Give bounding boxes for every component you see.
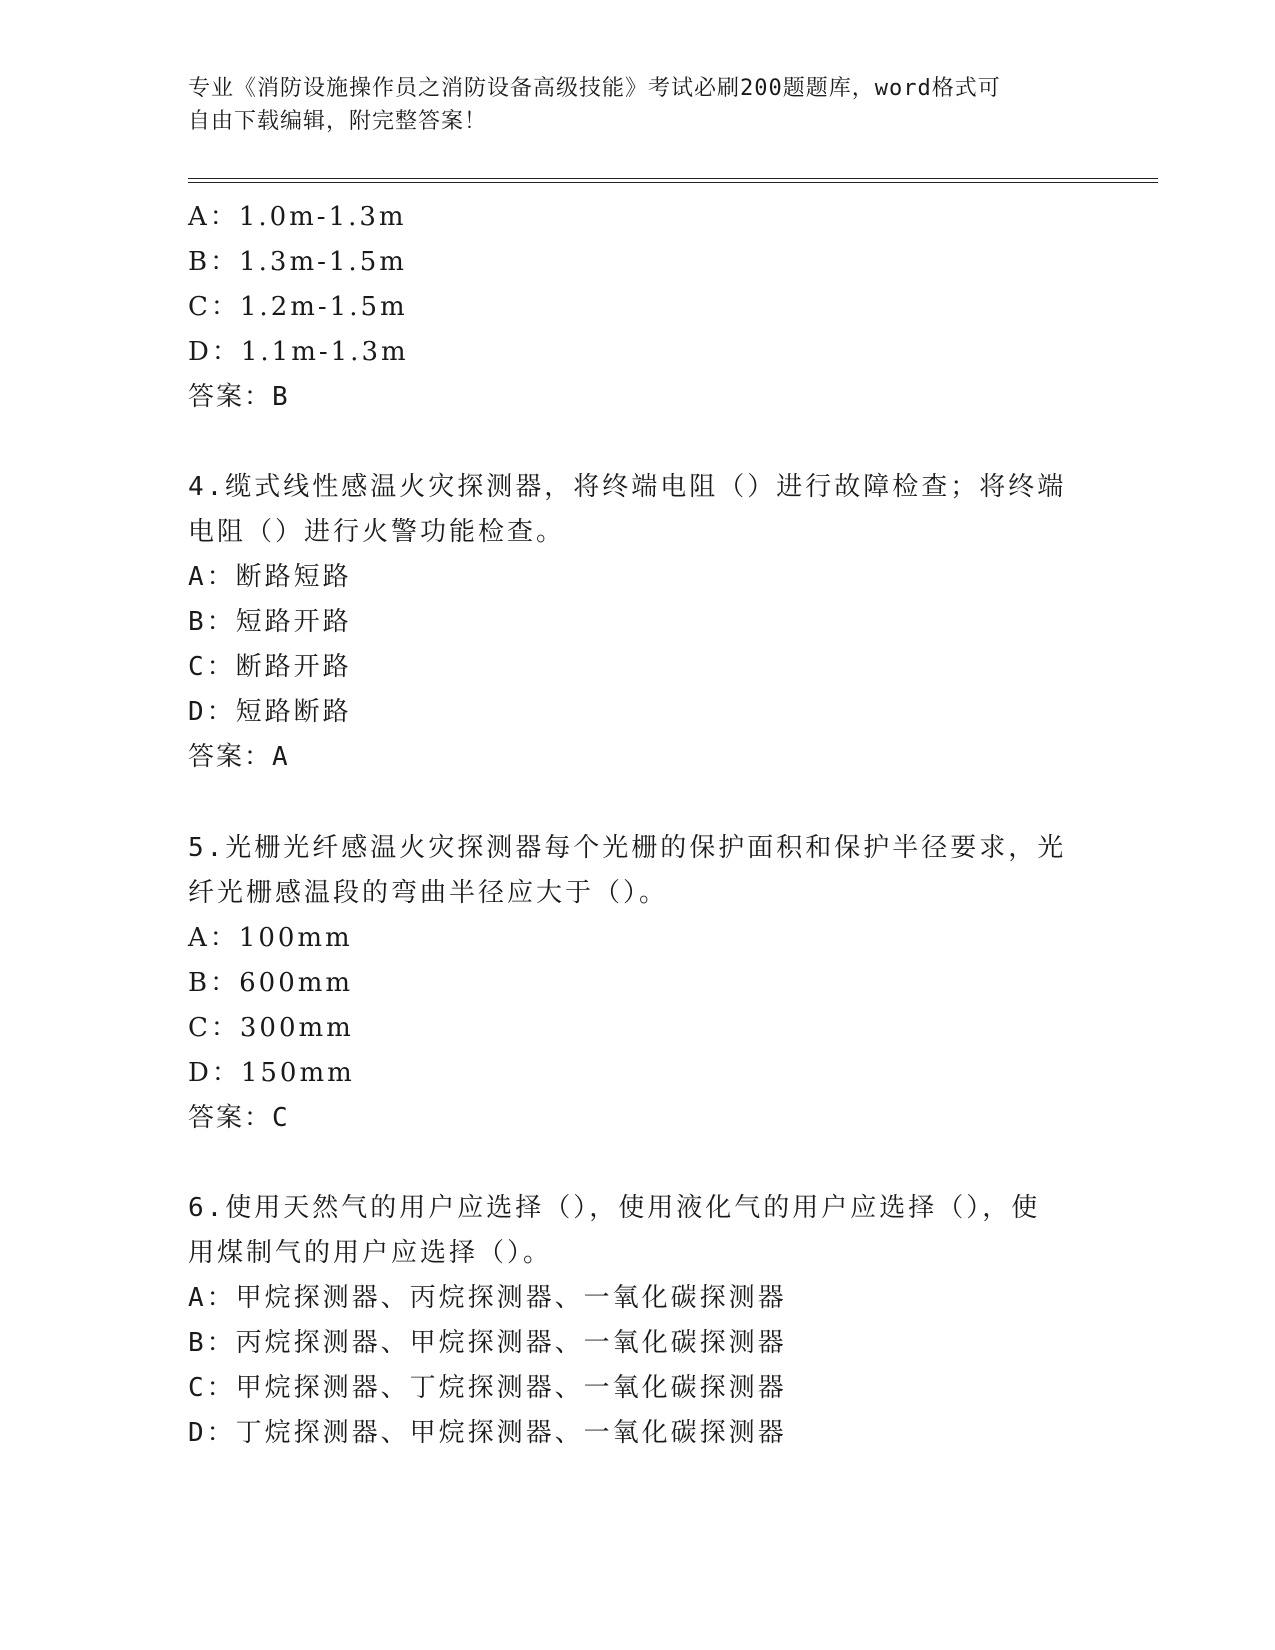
q3-option-d: D：1.1m-1.3m xyxy=(188,337,409,367)
header-title-line-2: 自由下载编辑，附完整答案！ xyxy=(188,109,488,134)
header-rule-thin xyxy=(188,182,1158,183)
q5-answer: 答案：C xyxy=(188,1103,290,1133)
q6-stem-line-2: 用煤制气的用户应选择（）。 xyxy=(188,1238,553,1268)
q5-stem-line-1: 5.光栅光纤感温火灾探测器每个光栅的保护面积和保护半径要求，光 xyxy=(188,833,1067,863)
q6-option-b: B：丙烷探测器、甲烷探测器、一氧化碳探测器 xyxy=(188,1328,787,1358)
q5-option-d: D：150mm xyxy=(188,1058,355,1088)
header-rule-thick xyxy=(188,178,1158,179)
q5-option-c: C：300mm xyxy=(188,1013,354,1043)
q3-answer: 答案：B xyxy=(188,382,290,412)
q6-option-d: D：丁烷探测器、甲烷探测器、一氧化碳探测器 xyxy=(188,1418,787,1448)
header-title-line-1: 专业《消防设施操作员之消防设备高级技能》考试必刷200题题库，word格式可 xyxy=(188,76,1001,101)
q4-option-b: B：短路开路 xyxy=(188,607,352,637)
q3-option-a: A：1.0m-1.3m xyxy=(188,202,407,232)
document-header xyxy=(188,72,1068,138)
q5-option-a: A：100mm xyxy=(188,923,353,953)
q4-option-d: D：短路断路 xyxy=(188,697,352,727)
q4-option-c: C：断路开路 xyxy=(188,652,352,682)
q5-option-b: B：600mm xyxy=(188,968,354,998)
q4-option-a: A：断路短路 xyxy=(188,562,352,592)
q6-stem-line-1: 6.使用天然气的用户应选择（），使用液化气的用户应选择（），使 xyxy=(188,1193,1041,1223)
q4-answer: 答案：A xyxy=(188,742,290,772)
q3-option-b: B：1.3m-1.5m xyxy=(188,247,407,277)
q3-option-c: C：1.2m-1.5m xyxy=(188,292,408,322)
q6-option-a: A：甲烷探测器、丙烷探测器、一氧化碳探测器 xyxy=(188,1283,787,1313)
q4-stem-line-1: 4.缆式线性感温火灾探测器，将终端电阻（）进行故障检查；将终端 xyxy=(188,472,1067,502)
q4-stem-line-2: 电阻（）进行火警功能检查。 xyxy=(188,517,566,547)
q6-option-c: C：甲烷探测器、丁烷探测器、一氧化碳探测器 xyxy=(188,1373,787,1403)
q5-stem-line-2: 纤光栅感温段的弯曲半径应大于（）。 xyxy=(188,878,669,908)
